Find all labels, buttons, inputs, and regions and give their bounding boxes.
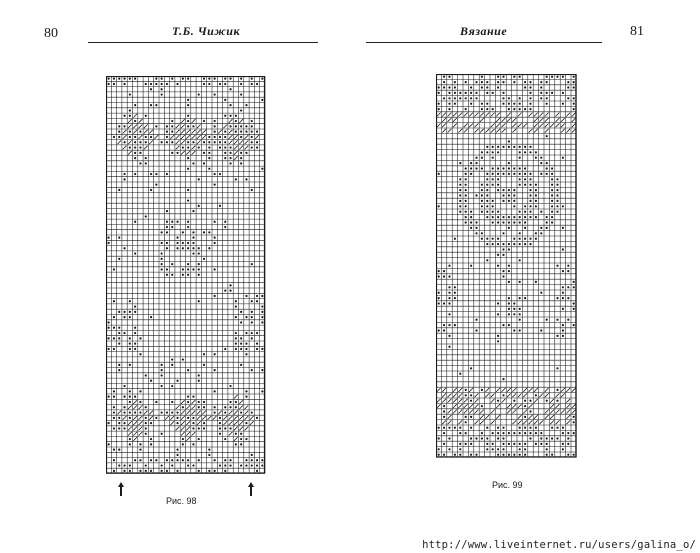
chart-grid: [436, 74, 576, 457]
right-running-title: Вязание: [460, 24, 508, 38]
right-header-rule: [366, 42, 602, 43]
arrow-up-icon: [117, 482, 125, 496]
left-page-number: 80: [44, 26, 58, 41]
figure-99-caption: Рис. 99: [492, 480, 523, 490]
left-running-title: Т.Б. Чижик: [172, 24, 241, 38]
figure-98-caption: Рис. 98: [166, 496, 197, 506]
left-header-rule: [88, 42, 318, 43]
source-url: http://www.liveinternet.ru/users/galina_o/: [422, 539, 696, 551]
knitting-chart-99: [436, 74, 578, 459]
right-page-number: 81: [630, 24, 644, 39]
chart-grid: [106, 76, 265, 474]
arrow-up-icon: [247, 482, 255, 496]
knitting-chart-98: [106, 76, 266, 478]
